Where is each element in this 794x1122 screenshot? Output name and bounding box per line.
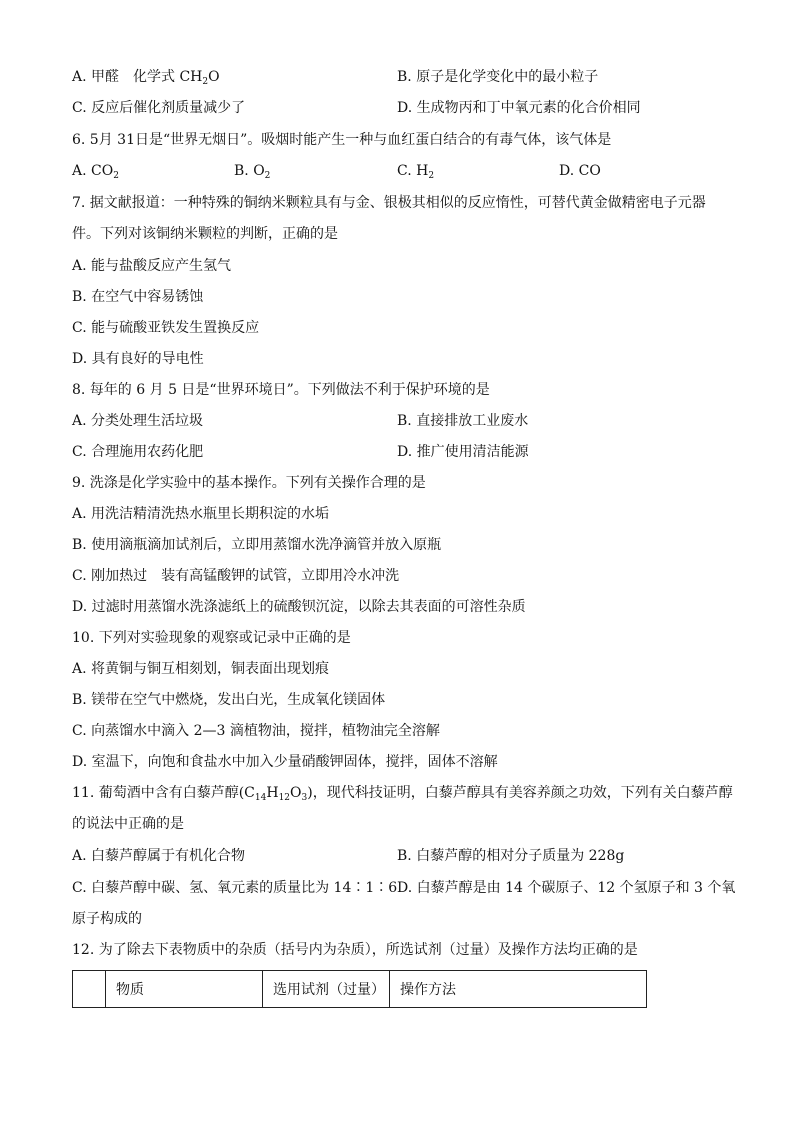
table-header-cell-substance: 物质 — [106, 971, 263, 1008]
q8-option-a: A. 分类处理生活垃圾 — [72, 413, 204, 429]
q9-option-b: B. 使用滴瓶滴加试剂后，立即用蒸馏水洗净滴管并放入原瓶 — [72, 537, 442, 553]
q6-option-d: D. CO — [559, 163, 601, 179]
q6-option-b: B. $O_2$ — [234, 163, 271, 181]
q6-option-a: A. $CO_2$ — [72, 163, 119, 181]
q5-option-c: C. 反应后催化剂质量减少了 — [72, 100, 246, 116]
q7-option-d: D. 具有良好的导电性 — [72, 351, 204, 367]
q10-option-d: D. 室温下，向饱和食盐水中加入少量硝酸钾固体，搅拌，固体不溶解 — [72, 754, 498, 770]
q9-option-c: C. 刚加热过 装有高锰酸钾的试管，立即用冷水冲洗 — [72, 568, 400, 584]
q6-option-c: C. $H_2$ — [397, 163, 435, 181]
q9-option-a: A. 用洗洁精清洗热水瓶里长期积淀的水垢 — [72, 506, 330, 522]
q8-stem: 8. 每年的 6 月 5 日是“世界环境日”。下列做法不利于保护环境的是 — [72, 382, 490, 398]
q11-option-c: C. 白藜芦醇中碳、氢、氧元素的质量比为 14∶1∶6 — [72, 880, 398, 896]
q12-table — [72, 970, 647, 1008]
q7-stem-line1: 7. 据文献报道：一种特殊的铜纳米颗粒具有与金、银极其相似的反应惰性，可替代黄金做精密电子元器 — [72, 195, 706, 211]
q9-stem: 9. 洗涤是化学实验中的基本操作。下列有关操作合理的是 — [72, 475, 426, 491]
q11-option-d-line2: 原子构成的 — [72, 911, 142, 927]
q7-option-b: B. 在空气中容易锈蚀 — [72, 289, 204, 305]
q5-option-a: A. 甲醛 化学式 $CH_2O$ — [72, 69, 220, 87]
q10-stem: 10. 下列对实验现象的观察或记录中正确的是 — [72, 630, 351, 646]
q9-option-d: D. 过滤时用蒸馏水洗涤滤纸上的硫酸钡沉淀，以除去其表面的可溶性杂质 — [72, 599, 526, 615]
table-header-row — [73, 971, 647, 1008]
q10-option-b: B. 镁带在空气中燃烧，发出白光，生成氧化镁固体 — [72, 692, 386, 708]
table-header-cell-method: 操作方法 — [390, 971, 647, 1008]
table-header-cell-reagent: 选用试剂（过量） — [263, 971, 390, 1008]
q11-stem-line2: 的说法中正确的是 — [72, 816, 184, 832]
q10-option-c: C. 向蒸馏水中滴入 2—3 滴植物油，搅拌，植物油完全溶解 — [72, 723, 440, 739]
q11-stem-line1: 11. 葡萄酒中含有白藜芦醇$(C_{14}H_{12}O_3)$，现代科技证明，白藜芦醇具有美容养颜之功效，下列有关白藜芦醇 — [72, 785, 733, 803]
q8-option-c: C. 合理施用农药化肥 — [72, 444, 204, 460]
q8-option-d: D. 推广使用清洁能源 — [397, 444, 529, 460]
q11-option-a: A. 白藜芦醇属于有机化合物 — [72, 848, 246, 864]
q5-option-d: D. 生成物丙和丁中氧元素的化合价相同 — [397, 100, 641, 116]
q10-option-a: A. 将黄铜与铜互相刻划，铜表面出现划痕 — [72, 661, 330, 677]
q12-stem: 12. 为了除去下表物质中的杂质（括号内为杂质），所选试剂（过量）及操作方法均正确的是 — [72, 942, 638, 958]
q7-stem-line2: 件。下列对该铜纳米颗粒的判断，正确的是 — [72, 226, 338, 242]
q11-option-d-line1: D. 白藜芦醇是由 14 个碳原子、12 个氢原子和 3 个氧 — [397, 880, 736, 896]
q8-option-b: B. 直接排放工业废水 — [397, 413, 529, 429]
q5-option-b: B. 原子是化学变化中的最小粒子 — [397, 69, 599, 85]
q7-option-c: C. 能与硫酸亚铁发生置换反应 — [72, 320, 260, 336]
q11-option-b: B. 白藜芦醇的相对分子质量为 228g — [397, 848, 625, 864]
table-header-cell-index — [73, 971, 106, 1008]
q7-option-a: A. 能与盐酸反应产生氢气 — [72, 258, 232, 274]
q6-stem: 6. 5月 31日是“世界无烟日”。吸烟时能产生一种与血红蛋白结合的有毒气体，该气体是 — [72, 132, 612, 148]
